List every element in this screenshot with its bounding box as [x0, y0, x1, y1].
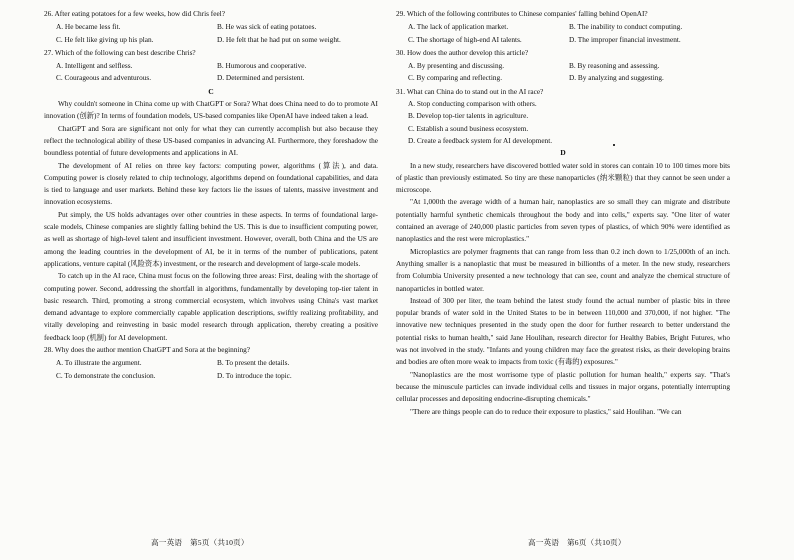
option: A. He became less fit.	[56, 22, 121, 32]
passage-c-paragraph: Put simply, the US holds advantages over other countries in these aspects. In terms of foundational large-scale models, Chinese companies are slightly falling behind the US. This is due to insufficient computing power, as well as shortage of high-level talent and insufficient investment. However, overall, both China and the US are among the leading countries in the development of AI, be it in terms of the number of publications, patent applications, venture capital (风险资本) investment, or the research and development of large-scale models.	[44, 209, 378, 268]
passage-c-paragraph: ChatGPT and Sora are significant not only for what they can currently accomplish but also because they reflect the technological ability of these US-based companies in advancing AI. Furthermore, they foreshadow the boundless potential of future developments and applications in AI.	[44, 123, 378, 158]
passage-c-paragraph: Why couldn't someone in China come up with ChatGPT or Sora? What does China need to do to promote AI innovation (创新)? In terms of foundation models, US-based companies like OpenAI have indeed taken a lead.	[44, 99, 378, 121]
passage-d-paragraph: "There are things people can do to reduce their exposure to plastics," said Houlihan. "We can	[410, 406, 682, 416]
question-26-stem: 26. After eating potatoes for a few weeks, how did Chris feel?	[44, 9, 225, 18]
option: D. Determined and persistent.	[217, 73, 305, 83]
option: D. To introduce the topic.	[217, 370, 292, 380]
question-29-stem: 29. Which of the following contributes to Chinese companies' falling behind OpenAI?	[396, 9, 648, 18]
left-page	[44, 8, 378, 383]
option: A. Stop conducting comparison with others.	[408, 99, 537, 109]
option: C. The shortage of high-end AI talents.	[408, 34, 522, 44]
passage-d-paragraph: Microplastics are polymer fragments that can range from less than 0.2 inch down to 1/25,000th of an inch. Anything smaller is a nanoplastic that must be measured in billionths of a meter. In the new study, researchers from Columbia University presented a new technology that can see, count and analyze the chemical structure of nanoparticles in bottled water.	[396, 246, 730, 293]
option: A. By presenting and discussing.	[408, 61, 505, 71]
option: A. The lack of application market.	[408, 22, 509, 32]
question-30-options	[408, 60, 730, 85]
page-footer-right: 高一英语 第6页（共10页）	[528, 538, 626, 547]
right-page	[396, 8, 730, 418]
option: A. To illustrate the argument.	[56, 358, 142, 368]
option: B. To present the details.	[217, 358, 290, 368]
option: C. Establish a sound business ecosystem.	[408, 123, 529, 133]
option: C. To demonstrate the conclusion.	[56, 370, 156, 380]
question-28-stem: 28. Why does the author mention ChatGPT and Sora at the beginning?	[44, 345, 251, 355]
option: D. By analyzing and suggesting.	[569, 73, 664, 83]
option: B. By reasoning and assessing.	[569, 61, 660, 71]
option: D. Create a feedback system for AI development.	[408, 135, 553, 145]
passage-c-paragraph: To catch up in the AI race, China must focus on the following three areas: First, dealing with the shortage of computing power. Second, addressing the shortfall in algorithms, fundamentally by developing top-tier talent in basic research. Third, promoting a strong commercial ecosystem, which involves using China's vast market demand advantage to explore commercially capable application descriptions, swiftly realizing profitability, and vitally developing and reinvesting in basic model research through application, thereby creating a positive feedback loop (机制) for AI development.	[44, 271, 378, 342]
passage-d-paragraph: "Nanoplastics are the most worrisome type of plastic pollution for human health," experts say. "That's because the minuscule particles can invade individual cells and tissues in major organs, potentially interrupting cellular processes and depositing endocrine-disrupting chemicals."	[396, 369, 730, 404]
option: B. The inability to conduct computing.	[569, 22, 683, 32]
option: C. Courageous and adventurous.	[56, 73, 152, 83]
option: D. He felt that he had put on some weight.	[217, 34, 341, 44]
option: B. He was sick of eating potatoes.	[217, 22, 317, 32]
option: A. Intelligent and selfless.	[56, 61, 133, 71]
passage-d-paragraph: "At 1,000th the average width of a human hair, nanoplastics are so small they can migrate and distribute potentially harmful synthetic chemicals throughout the body and into cells," experts say. "One liter of water contained an average of 240,000 plastic particles from seven types of plastics, of which 90% were identified as nanoplastics and the rest were microplastics."	[396, 197, 730, 244]
stray-mark	[613, 144, 615, 146]
passage-c-paragraph: The development of AI relies on three key factors: computing power, algorithms (算法), and data. Computing power is closely related to chip technology, algorithms depend on foundational capabilities, and data is tied to language and user markets. Behind these key factors lie the issues of talents, massive investment and innovation ecosystems.	[44, 160, 378, 207]
question-28-options	[56, 357, 378, 382]
passage-d-paragraph: Instead of 300 per liter, the team behind the latest study found the actual number of plastic bits in three popular brands of water sold in the United States to be in between 110,000 and 370,000, if not higher. "The innovative new techniques presented in the study open the door for further research to better understand the potential risks to human health," said Jane Houlihan, research director for Healthy Babies, Bright Futures, who was not involved in the study. "Infants and young children may face the greatest risks, as their developing brains and bodies are often more weak to impacts from toxic (有毒的) exposures."	[396, 295, 730, 367]
section-d-heading: D	[560, 148, 566, 158]
option: C. By comparing and reflecting.	[408, 73, 503, 83]
question-26-options	[56, 21, 378, 46]
passage-d-paragraph: In a new study, researchers have discovered bottled water sold in stores can contain 10 to 100 times more bits of plastic than previously estimated. So tiny are these nanoparticles (纳米颗粒) that they cannot be seen under a microscope.	[396, 160, 730, 195]
option: B. Humorous and cooperative.	[217, 61, 307, 71]
page-footer-left: 高一英语 第5页（共10页）	[151, 538, 249, 547]
section-c-heading: C	[208, 86, 214, 96]
option: B. Develop top-tier talents in agriculture.	[408, 111, 529, 121]
question-31-stem: 31. What can China do to stand out in the AI race?	[396, 86, 544, 96]
question-27-options	[56, 60, 378, 85]
question-29-options	[408, 21, 730, 46]
question-27-stem: 27. Which of the following can best describe Chris?	[44, 47, 196, 57]
option: D. The improper financial investment.	[569, 34, 681, 44]
option: C. He felt like giving up his plan.	[56, 34, 154, 44]
question-30-stem: 30. How does the author develop this article?	[396, 47, 529, 57]
